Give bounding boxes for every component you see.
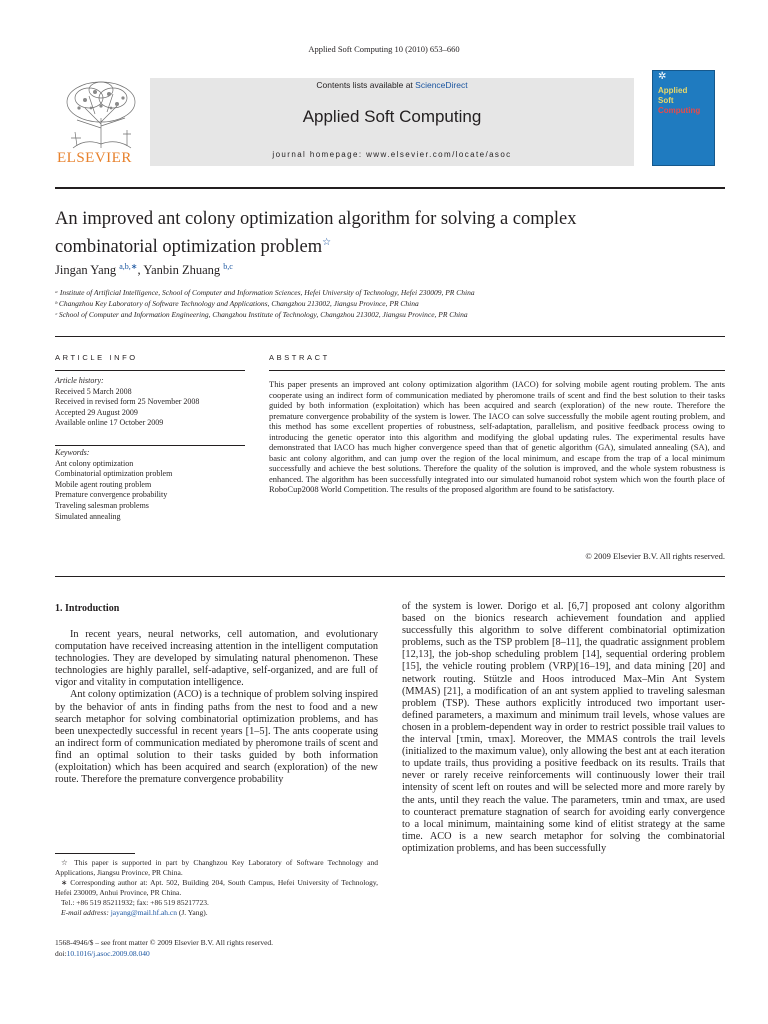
introduction-heading: 1. Introduction — [55, 603, 120, 614]
email-suffix: (J. Yang). — [176, 908, 208, 917]
corresponding-author-footnote: ∗ Corresponding author at: Apt. 502, Building 204, South Campus, Hefei University of Technology, Hefei 230009, Anhui Province, PR China. — [55, 878, 378, 897]
email-link[interactable]: jayang@mail.hf.ah.cn — [110, 908, 177, 917]
contents-availability — [150, 80, 634, 90]
author-name: Yanbin Zhuang — [143, 263, 221, 278]
footnotes — [55, 858, 378, 918]
elsevier-wordmark: ELSEVIER — [57, 150, 132, 166]
title-line-1: An improved ant colony optimization algorithm for solving a complex — [55, 209, 577, 229]
keyword-item: Ant colony optimization — [55, 458, 134, 468]
abstract-copyright: © 2009 Elsevier B.V. All rights reserved. — [585, 551, 725, 561]
history-item: Received 5 March 2008 — [55, 386, 132, 396]
cover-title — [658, 86, 712, 116]
affiliation: ᶜ School of Computer and Information Engineering, Changzhou Institute of Technology, Changzhou 213002, Jiangsu Province, PR China — [55, 310, 468, 319]
abstract-bottom-divider — [55, 576, 725, 577]
contents-prefix: Contents lists available at — [316, 80, 416, 90]
header-divider — [55, 187, 725, 189]
affiliation-divider — [55, 336, 725, 337]
history-item: Received in revised form 25 November 2008 — [55, 397, 200, 407]
journal-homepage[interactable]: journal homepage: www.elsevier.com/locate/asoc — [272, 150, 512, 159]
keywords-divider — [55, 445, 245, 446]
journal-reference: Applied Soft Computing 10 (2010) 653–660 — [308, 44, 460, 54]
cover-title-line: Soft — [658, 96, 674, 105]
affiliation: ᵃ Institute of Artificial Intelligence, School of Computer and Information Sciences, Hefei University of Technology, Hefei 230009, PR China — [55, 288, 475, 297]
keywords-block — [55, 448, 245, 522]
keyword-item: Premature convergence probability — [55, 490, 168, 500]
contact-phone: Tel.: +86 519 85211932; fax: +86 519 85217723. — [61, 898, 209, 907]
author-affiliation-marks[interactable]: a,b,∗ — [119, 262, 138, 271]
abstract-top-divider — [269, 370, 725, 371]
history-item: Available online 17 October 2009 — [55, 418, 164, 428]
keyword-item: Mobile agent routing problem — [55, 479, 152, 489]
footnote-divider — [55, 853, 135, 854]
keyword-item: Simulated annealing — [55, 511, 121, 521]
keywords-label: Keywords: — [55, 448, 90, 457]
author-separator: , — [137, 263, 144, 278]
title-footnote-mark[interactable]: ☆ — [322, 237, 332, 248]
funding-footnote: ☆ This paper is supported in part by Changhzou Key Laboratory of Software Technology and Applications, Jiangsu Province, PR China. — [55, 858, 378, 877]
abstract-text: This paper presents an improved ant colony optimization algorithm (IACO) for solving mobile agent routing problem. The ants cooperate using an indirect form of communication mediated by pheromone trails of scent and find the best solution to their tasks guided by both information (exploitation) which has been acquired and search (exploration) of the new route. Therefore the premature convergence probability of the system is lower. The IACO can solve successfully the mobile agent routing problem, and this method has some excellent properties of robustness, self-adaptation, parallelism, and positive feedback process owing to introducing the genetic operator into this algorithm and modifying the global updating rules. The experimental results have demonstrated that IACO has much higher convergence speed than that of genetic algorithm (GA), simulated annealing (SA), and basic ant colony algorithm, and can jump over the region of the local minimum, and escape from the trap of a local minimum successfully and achieve the best solutions. Therefore the quality of the solution is improved, and the whole system robustness is enhanced. The algorithm has been successfully integrated into our simulated humanoid robot system which won the fourth place of RoboCup2008 World Competition. The results of the proposed algorithm are found to be satisfactory. — [269, 379, 725, 495]
left-column-body — [55, 629, 378, 786]
history-item: Accepted 29 August 2009 — [55, 407, 138, 417]
doi-prefix: doi: — [55, 949, 67, 958]
journal-cover-thumbnail — [652, 70, 715, 166]
cover-title-line: Applied — [658, 86, 688, 95]
keyword-item: Traveling salesman problems — [55, 500, 149, 510]
title-line-2: combinatorial optimization problem — [55, 237, 323, 258]
cover-title-line: Computing — [658, 106, 701, 115]
paragraph: In recent years, neural networks, cell automation, and evolutionary computation have received increasing attention in the intelligent computation technologies. They are developed by simulating natural phenomenon. These technologies are highly parallel, self-adaptive, self-organized, and are full of vigor and vitality in computation intelligence. — [55, 629, 378, 689]
article-info-divider — [55, 370, 245, 371]
keyword-item: Combinatorial optimization problem — [55, 469, 173, 479]
author-name: Jingan Yang — [55, 263, 117, 278]
paper-title — [55, 208, 715, 259]
right-column-body — [402, 601, 725, 855]
doi-link[interactable]: 10.1016/j.asoc.2009.08.040 — [66, 949, 150, 958]
history-label: Article history: — [55, 376, 104, 385]
article-history — [55, 376, 245, 429]
abstract-heading: ABSTRACT — [269, 353, 330, 362]
author-list — [55, 262, 233, 278]
paragraph: of the system is lower. Dorigo et al. [6,7] proposed ant colony algorithm based on the bionics research achievement foundation and applied successfully this algorithm to solve different combinatorial optimization problems, such as the TSP problem [8–11], the quadratic assignment problem [12,13], the job-shop scheduling problem [14], sequential ordering problem [15], the vehicle routing problem (VRP)[16–19], and data mining [20] and network routing. Stützle and Hoos introduced Max–Min Ant System (MMAS) [21], a modification of an ant system applied to traveling salesman problem (TSP). These authors explicitly introduced two important user-defined parameters, a maximum and minimum trail levels, whose values are chosen in a problem-dependent way in order to restrict possible trail values to the interval [τmin, τmax]. Moreover, the MMAS controls the trail levels (initialized to the maximum value), only allowing the best ant at each iteration to update trails, thus providing a positive feedback on its results. Trails that never or rarely receive reinforcements will continuously lower their trail intensity of scent left on routes and will be selected more and more rarely by the ants, until they reach the value. The parameters, τmin and τmax, are used to counteract premature stagnation of search for avoiding early convergence to a local minimum, maintaining some kind of elitist strategy at the same time. ACO is a new search metaphor for solving the combinatorial optimization problems, and has been successfully — [402, 601, 725, 854]
cover-emblem-icon: ✲ — [658, 71, 667, 82]
author-affiliation-marks[interactable]: b,c — [223, 262, 233, 271]
article-info-heading: ARTICLE INFO — [55, 353, 138, 362]
sciencedirect-link[interactable]: ScienceDirect — [415, 80, 468, 90]
front-matter — [55, 937, 273, 959]
paragraph: Ant colony optimization (ACO) is a technique of problem solving inspired by the behavior of ants in finding paths from the nest to food and a new search metaphor for solving combinatorial optimization problems, and has been unexpectedly successful in recent years [1–5]. The ants cooperate using an indirect form of communication mediated by pheromone trails of scent and find an optimal solution to their tasks guided by both information (exploitation) which has been acquired and search (exploration) of the new route. Therefore the premature convergence probability — [55, 689, 378, 786]
affiliation: ᵇ Changzhou Key Laboratory of Software Technology and Applications, Changzhou 213002, Jiangsu Province, PR China — [55, 299, 419, 308]
journal-name: Applied Soft Computing — [302, 107, 482, 126]
email-label: E-mail address: — [61, 908, 111, 917]
issn-line: 1568-4946/$ – see front matter © 2009 Elsevier B.V. All rights reserved. — [55, 938, 274, 947]
